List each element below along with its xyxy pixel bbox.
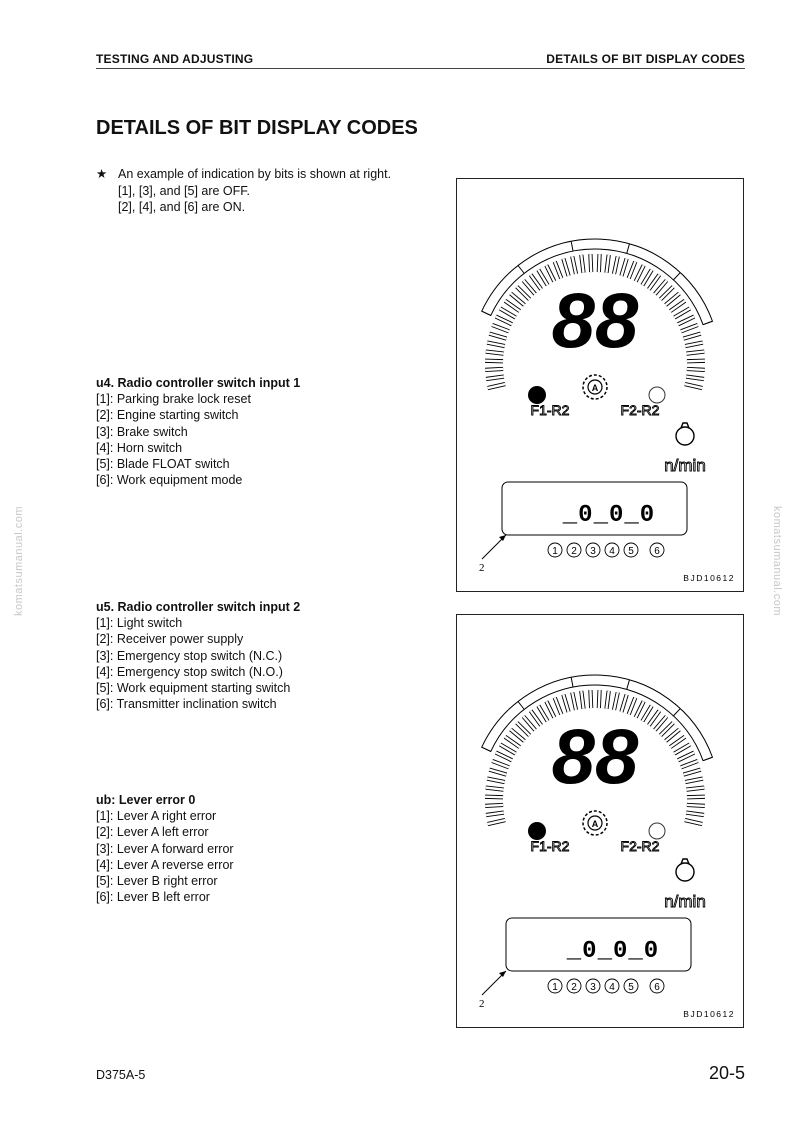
gauge-segment-fill xyxy=(660,723,673,736)
bit-labels xyxy=(548,979,664,993)
list-item: [1]: Lever A right error xyxy=(96,809,217,824)
list-item: [3]: Emergency stop switch (N.C.) xyxy=(96,648,283,663)
note-line-2: [1], [3], and [5] are OFF. xyxy=(118,183,251,198)
gauge-segment-fill xyxy=(687,805,705,806)
svg-text:A: A xyxy=(591,383,599,393)
list-item: [1]: Light switch xyxy=(96,616,183,631)
gauge-segment-fill xyxy=(517,723,530,736)
list-item: [4]: Horn switch xyxy=(96,440,183,455)
list-item: [6]: Lever B left error xyxy=(96,890,210,905)
right-gear-label: F2-R2 xyxy=(620,838,660,854)
gauge-segment-fill xyxy=(523,280,535,294)
gauge-segment-fill xyxy=(649,275,660,290)
list-item: [1]: Parking brake lock reset xyxy=(96,392,251,407)
bit-label-3: 3 xyxy=(590,982,596,993)
gauge-segment-fill xyxy=(531,711,542,726)
gauge-segment-fill xyxy=(674,744,690,753)
gauge-segment-fill xyxy=(666,293,680,305)
section-title: u4. Radio controller switch input 1 xyxy=(96,376,301,390)
section-title: u5. Radio controller switch input 2 xyxy=(96,600,301,614)
big-digit-display xyxy=(552,712,639,800)
gauge-segment-fill xyxy=(500,308,516,317)
footer-page-number: 20-5 xyxy=(708,1063,745,1083)
bit-labels xyxy=(548,543,664,557)
gauge-segment-fill xyxy=(642,270,651,285)
bit-label-6: 6 xyxy=(654,546,660,557)
right-indicator-lamp xyxy=(649,387,665,403)
callout-number: 2 xyxy=(479,998,485,1010)
list-item: [3]: Lever A forward error xyxy=(96,841,234,856)
gauge-segment-fill xyxy=(660,287,673,300)
monitor-figure xyxy=(456,178,744,592)
gauge-segment-fill xyxy=(485,805,503,806)
gauge-segment-fill xyxy=(670,301,685,311)
gear-icon xyxy=(583,375,607,399)
header-rule xyxy=(96,68,745,69)
gauge-segment-fill xyxy=(599,690,600,708)
watermark-left: komatsumanual.com xyxy=(13,506,25,616)
bit-label-5: 5 xyxy=(628,546,634,557)
list-item: [2]: Receiver power supply xyxy=(96,632,244,647)
gauge-segment-fill xyxy=(531,275,542,290)
gauge-segment-fill xyxy=(511,729,525,741)
callout-arrow xyxy=(482,971,506,995)
figure-code: BJD10612 xyxy=(683,573,735,583)
bit-label-2: 2 xyxy=(571,982,577,993)
figure-code: BJD10612 xyxy=(683,1009,735,1019)
big-digit-display xyxy=(552,276,639,364)
monitor-figure xyxy=(456,614,744,1028)
callout-arrow xyxy=(482,535,506,559)
right-indicator-lamp xyxy=(649,823,665,839)
gauge-segment-fill xyxy=(649,711,660,726)
gauge-segment-fill xyxy=(511,293,525,305)
bit-label-2: 2 xyxy=(571,546,577,557)
bit-label-1: 1 xyxy=(552,546,558,557)
watermark-right: komatsumanual.com xyxy=(771,506,783,616)
gauge-segment-fill xyxy=(678,753,694,761)
list-item: [6]: Transmitter inclination switch xyxy=(96,697,277,712)
header-page-topic: DETAILS OF BIT DISPLAY CODES xyxy=(546,52,745,66)
gauge-segment-fill xyxy=(505,301,520,311)
engine-speed-icon xyxy=(676,423,694,445)
gear-icon xyxy=(583,811,607,835)
section-title: ub: Lever error 0 xyxy=(96,793,196,807)
gauge-segment-fill xyxy=(666,729,680,741)
gauge-segment-fill xyxy=(590,690,591,708)
lcd-readout: _0_0_0 xyxy=(566,938,660,965)
callout-number: 2 xyxy=(479,562,485,574)
unit-label: n/min xyxy=(664,456,706,475)
gauge-segment-fill xyxy=(496,753,512,761)
note-line-1: An example of indication by bits is shown at right. xyxy=(118,167,392,181)
gauge-segment-fill xyxy=(538,270,547,285)
list-item: [2]: Engine starting switch xyxy=(96,408,239,423)
note-line-3: [2], [4], and [6] are ON. xyxy=(118,200,246,214)
gauge-segment-fill xyxy=(485,369,503,370)
gauge-segment-fill xyxy=(590,254,591,272)
gauge-segment-fill xyxy=(496,317,512,325)
list-item: [6]: Work equipment mode xyxy=(96,473,243,488)
header-section-title: TESTING AND ADJUSTING xyxy=(96,52,254,66)
list-item: [4]: Emergency stop switch (N.O.) xyxy=(96,664,283,679)
gauge-segment-fill xyxy=(538,706,547,721)
gauge-segment-fill xyxy=(655,280,667,294)
gauge-segment-fill xyxy=(523,716,535,730)
section-u4 xyxy=(96,375,300,488)
big-digits: 88 xyxy=(551,276,639,364)
bit-label-4: 4 xyxy=(609,546,615,557)
list-item: [4]: Lever A reverse error xyxy=(96,857,234,872)
left-gear-label: F1-R2 xyxy=(530,838,570,854)
list-item: [3]: Brake switch xyxy=(96,424,188,439)
gauge-segment-fill xyxy=(687,369,705,370)
list-item: [5]: Blade FLOAT switch xyxy=(96,457,230,472)
lcd-readout: _0_0_0 xyxy=(562,502,656,529)
monitor-illustration xyxy=(457,615,745,1029)
engine-speed-icon xyxy=(676,859,694,881)
bit-label-6: 6 xyxy=(654,982,660,993)
gauge-segment-fill xyxy=(485,797,503,798)
svg-text:A: A xyxy=(591,819,599,829)
bit-label-4: 4 xyxy=(609,982,615,993)
footer-model: D375A-5 xyxy=(96,1068,146,1082)
note-block xyxy=(96,166,391,216)
monitor-illustration xyxy=(457,179,745,593)
section-u5 xyxy=(96,599,300,712)
gauge-segment-fill xyxy=(500,744,516,753)
bit-label-3: 3 xyxy=(590,546,596,557)
gauge-segment-fill xyxy=(670,737,685,747)
gauge-segment-fill xyxy=(485,361,503,362)
unit-label: n/min xyxy=(664,892,706,911)
star-icon: ★ xyxy=(96,167,108,181)
gauge-segment-fill xyxy=(678,317,694,325)
list-item: [5]: Work equipment starting switch xyxy=(96,681,291,696)
right-gear-label: F2-R2 xyxy=(620,402,660,418)
page-title: DETAILS OF BIT DISPLAY CODES xyxy=(96,117,418,139)
gauge-segment-fill xyxy=(655,716,667,730)
gauge-segment-fill xyxy=(687,361,705,362)
section-ub xyxy=(96,792,234,905)
gauge-segment-fill xyxy=(687,797,705,798)
gauge-segment-fill xyxy=(505,737,520,747)
list-item: [5]: Lever B right error xyxy=(96,874,218,889)
bit-label-5: 5 xyxy=(628,982,634,993)
list-item: [2]: Lever A left error xyxy=(96,825,209,840)
gauge-segment-fill xyxy=(517,287,530,300)
bit-label-1: 1 xyxy=(552,982,558,993)
gauge-segment-fill xyxy=(674,308,690,317)
gauge-segment-fill xyxy=(599,254,600,272)
gauge-segment-fill xyxy=(642,706,651,721)
big-digits: 88 xyxy=(551,712,639,800)
left-gear-label: F1-R2 xyxy=(530,402,570,418)
